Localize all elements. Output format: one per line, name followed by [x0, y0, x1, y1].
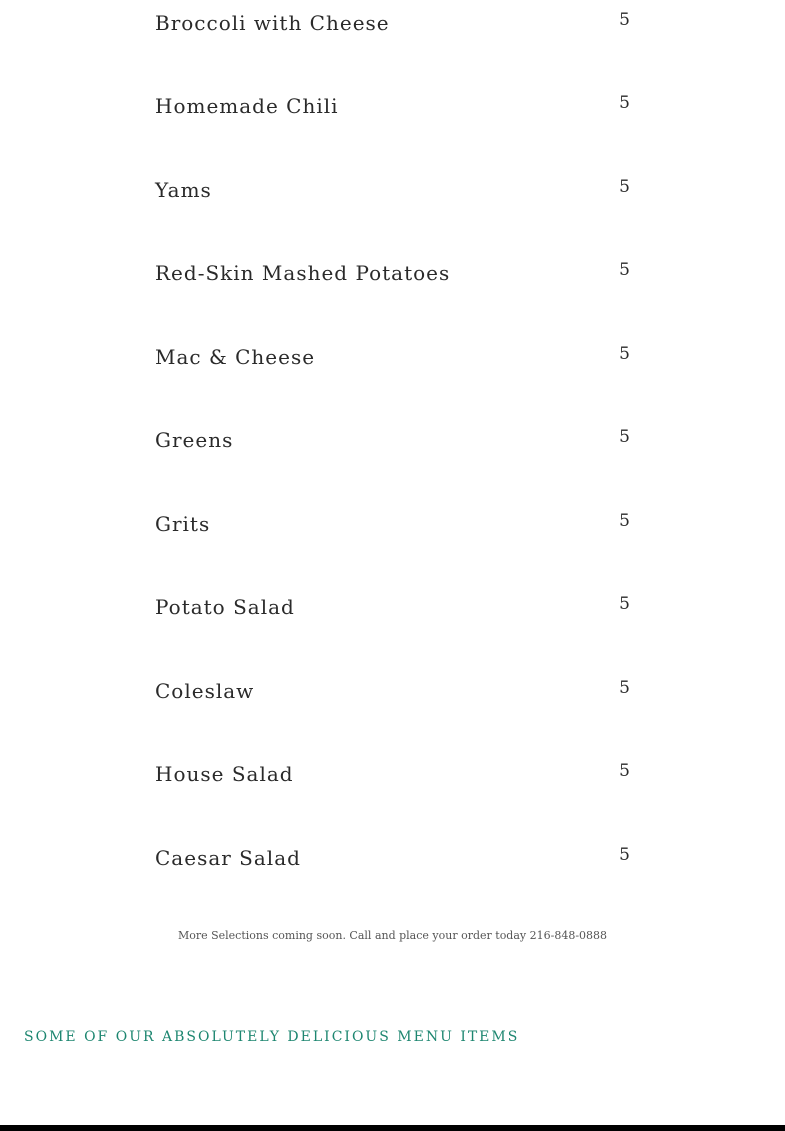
menu-item-name: Grits [155, 512, 211, 536]
menu-item [155, 11, 633, 41]
menu-item-price: 5 [619, 10, 630, 30]
menu-item-price: 5 [619, 177, 630, 197]
section-heading: SOME OF OUR ABSOLUTELY DELICIOUS MENU ITEMS [24, 1029, 520, 1045]
menu-item-price: 5 [619, 260, 630, 280]
menu-note: More Selections coming soon. Call and place your order today 216-848-0888 [177, 929, 608, 942]
menu-item [155, 178, 633, 208]
menu-item-name: Caesar Salad [155, 846, 301, 870]
menu-item [155, 595, 633, 625]
menu-item-price: 5 [619, 511, 630, 531]
menu-item-name: Greens [155, 428, 234, 452]
menu-item-price: 5 [619, 427, 630, 447]
menu-item-name: Mac & Cheese [155, 345, 316, 369]
menu-item [155, 846, 633, 876]
menu-item-price: 5 [619, 678, 630, 698]
menu-item-price: 5 [619, 761, 630, 781]
menu-item-price: 5 [619, 594, 630, 614]
menu-item [155, 94, 633, 124]
menu-item-price: 5 [619, 344, 630, 364]
menu-item-price: 5 [619, 93, 630, 113]
menu-item-name: Homemade Chili [155, 94, 339, 118]
menu-item [155, 428, 633, 458]
menu-item-name: Broccoli with Cheese [155, 11, 390, 35]
menu-item-name: Yams [155, 178, 212, 202]
menu-item [155, 762, 633, 792]
menu-item-name: House Salad [155, 762, 294, 786]
menu-item-price: 5 [619, 845, 630, 865]
menu-item [155, 512, 633, 542]
menu-item [155, 345, 633, 375]
menu-item [155, 261, 633, 291]
footer-bar [0, 1125, 785, 1131]
menu-item-name: Coleslaw [155, 679, 255, 703]
menu-item-name: Potato Salad [155, 595, 295, 619]
menu-item-name: Red-Skin Mashed Potatoes [155, 261, 451, 285]
menu-item [155, 679, 633, 709]
